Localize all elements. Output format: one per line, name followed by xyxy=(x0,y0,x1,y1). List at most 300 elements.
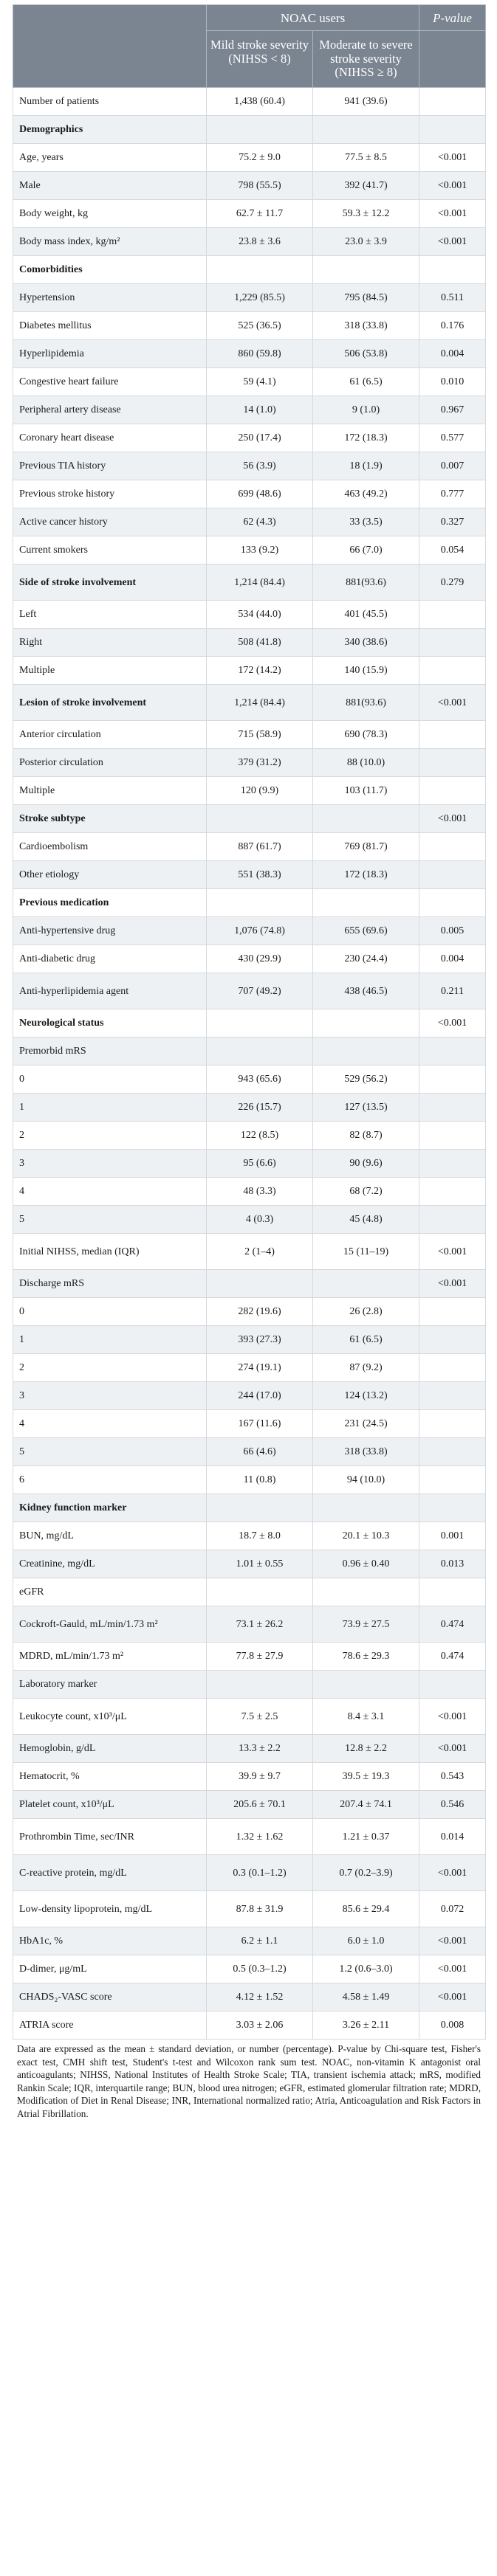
moderate-severe-value: 87 (9.2) xyxy=(313,1354,419,1382)
mild-value: 943 (65.6) xyxy=(207,1066,313,1094)
mild-value xyxy=(207,1578,313,1606)
moderate-severe-value: 318 (33.8) xyxy=(313,1438,419,1466)
row-label: CHADS₂-VASC score xyxy=(13,1983,207,2012)
row-label: Creatinine, mg/dL xyxy=(13,1550,207,1578)
mild-value: 4 (0.3) xyxy=(207,1206,313,1234)
p-value: 0.010 xyxy=(419,368,486,396)
moderate-severe-value xyxy=(313,1009,419,1037)
section-row xyxy=(13,1009,486,1037)
mild-value: 534 (44.0) xyxy=(207,601,313,629)
moderate-severe-value: 231 (24.5) xyxy=(313,1410,419,1438)
moderate-severe-value: 20.1 ± 10.3 xyxy=(313,1522,419,1550)
mild-value: 23.8 ± 3.6 xyxy=(207,228,313,256)
mild-value xyxy=(207,256,313,284)
mild-value: 860 (59.8) xyxy=(207,340,313,368)
table-row xyxy=(13,508,486,536)
row-label: Active cancer history xyxy=(13,508,207,536)
moderate-severe-value: 506 (53.8) xyxy=(313,340,419,368)
row-label: Hematocrit, % xyxy=(13,1763,207,1791)
header-group: NOAC users xyxy=(207,5,419,31)
row-label: 2 xyxy=(13,1354,207,1382)
mild-value: 1.01 ± 0.55 xyxy=(207,1550,313,1578)
moderate-severe-value: 529 (56.2) xyxy=(313,1066,419,1094)
p-value xyxy=(419,777,486,805)
moderate-severe-value: 8.4 ± 3.1 xyxy=(313,1699,419,1735)
mild-value xyxy=(207,1494,313,1522)
row-label: Diabetes mellitus xyxy=(13,312,207,340)
section-row xyxy=(13,256,486,284)
mild-value: 798 (55.5) xyxy=(207,172,313,200)
mild-value: 715 (58.9) xyxy=(207,721,313,749)
row-label: Previous stroke history xyxy=(13,480,207,508)
row-label: 4 xyxy=(13,1178,207,1206)
moderate-severe-value: 68 (7.2) xyxy=(313,1178,419,1206)
row-label: Side of stroke involvement xyxy=(13,564,207,601)
row-label: Posterior circulation xyxy=(13,749,207,777)
mild-value: 226 (15.7) xyxy=(207,1094,313,1122)
row-label: 1 xyxy=(13,1094,207,1122)
p-value: 0.005 xyxy=(419,917,486,945)
moderate-severe-value: 61 (6.5) xyxy=(313,1326,419,1354)
table-row xyxy=(13,1522,486,1550)
mild-value: 887 (61.7) xyxy=(207,833,313,861)
table-row xyxy=(13,721,486,749)
table-row xyxy=(13,1671,486,1699)
row-label: Comorbidities xyxy=(13,256,207,284)
row-label: HbA1c, % xyxy=(13,1927,207,1955)
table-row xyxy=(13,1066,486,1094)
table-row xyxy=(13,172,486,200)
mild-value: 75.2 ± 9.0 xyxy=(207,144,313,172)
mild-value: 13.3 ± 2.2 xyxy=(207,1735,313,1763)
moderate-severe-value: 90 (9.6) xyxy=(313,1150,419,1178)
table-row xyxy=(13,1206,486,1234)
row-label: 4 xyxy=(13,1410,207,1438)
table-row xyxy=(13,2012,486,2040)
table-row xyxy=(13,396,486,424)
row-label: Peripheral artery disease xyxy=(13,396,207,424)
mild-value: 699 (48.6) xyxy=(207,480,313,508)
p-value: <0.001 xyxy=(419,1270,486,1298)
p-value: <0.001 xyxy=(419,1009,486,1037)
row-label: 6 xyxy=(13,1466,207,1494)
mild-value xyxy=(207,1009,313,1037)
mild-value xyxy=(207,889,313,917)
row-label: Prothrombin Time, sec/INR xyxy=(13,1819,207,1855)
moderate-severe-value: 9 (1.0) xyxy=(313,396,419,424)
section-row xyxy=(13,116,486,144)
row-label: Current smokers xyxy=(13,536,207,564)
moderate-severe-value: 61 (6.5) xyxy=(313,368,419,396)
moderate-severe-value: 340 (38.6) xyxy=(313,629,419,657)
p-value xyxy=(419,1494,486,1522)
p-value: 0.474 xyxy=(419,1643,486,1671)
mild-value: 122 (8.5) xyxy=(207,1122,313,1150)
mild-value: 3.03 ± 2.06 xyxy=(207,2012,313,2040)
row-label: Cockroft-Gauld, mL/min/1.73 m² xyxy=(13,1606,207,1643)
table-row xyxy=(13,1122,486,1150)
mild-value: 244 (17.0) xyxy=(207,1382,313,1410)
row-label: Lesion of stroke involvement xyxy=(13,685,207,721)
table-row xyxy=(13,749,486,777)
row-label: 0 xyxy=(13,1066,207,1094)
p-value: 0.054 xyxy=(419,536,486,564)
moderate-severe-value: 23.0 ± 3.9 xyxy=(313,228,419,256)
moderate-severe-value: 1.2 (0.6–3.0) xyxy=(313,1955,419,1983)
moderate-severe-value: 463 (49.2) xyxy=(313,480,419,508)
row-label: 0 xyxy=(13,1298,207,1326)
mild-value: 18.7 ± 8.0 xyxy=(207,1522,313,1550)
table-row xyxy=(13,1955,486,1983)
table-row xyxy=(13,1927,486,1955)
table-row xyxy=(13,1578,486,1606)
mild-value: 205.6 ± 70.1 xyxy=(207,1791,313,1819)
moderate-severe-value: 15 (11–19) xyxy=(313,1234,419,1270)
moderate-severe-value: 140 (15.9) xyxy=(313,657,419,685)
p-value: <0.001 xyxy=(419,172,486,200)
table-row xyxy=(13,1234,486,1270)
row-label: Congestive heart failure xyxy=(13,368,207,396)
moderate-severe-value: 401 (45.5) xyxy=(313,601,419,629)
moderate-severe-value: 655 (69.6) xyxy=(313,917,419,945)
baseline-characteristics-table xyxy=(13,4,486,2040)
mild-value: 14 (1.0) xyxy=(207,396,313,424)
p-value xyxy=(419,1178,486,1206)
table-row xyxy=(13,1438,486,1466)
table-row xyxy=(13,945,486,973)
p-value: 0.543 xyxy=(419,1763,486,1791)
mild-value: 62.7 ± 11.7 xyxy=(207,200,313,228)
mild-value: 77.8 ± 27.9 xyxy=(207,1643,313,1671)
moderate-severe-value: 318 (33.8) xyxy=(313,312,419,340)
table-row xyxy=(13,536,486,564)
row-label: Anti-hypertensive drug xyxy=(13,917,207,945)
p-value xyxy=(419,1410,486,1438)
section-row xyxy=(13,685,486,721)
p-value: 0.001 xyxy=(419,1522,486,1550)
moderate-severe-value: 85.6 ± 29.4 xyxy=(313,1891,419,1927)
row-label: Multiple xyxy=(13,657,207,685)
p-value: <0.001 xyxy=(419,144,486,172)
moderate-severe-value: 73.9 ± 27.5 xyxy=(313,1606,419,1643)
row-label: Body mass index, kg/m² xyxy=(13,228,207,256)
row-label: Initial NIHSS, median (IQR) xyxy=(13,1234,207,1270)
mild-value: 430 (29.9) xyxy=(207,945,313,973)
mild-value xyxy=(207,805,313,833)
p-value: 0.004 xyxy=(419,340,486,368)
row-label: Body weight, kg xyxy=(13,200,207,228)
moderate-severe-value: 124 (13.2) xyxy=(313,1382,419,1410)
moderate-severe-value: 0.96 ± 0.40 xyxy=(313,1550,419,1578)
table-row xyxy=(13,284,486,312)
mild-value xyxy=(207,1270,313,1298)
moderate-severe-value: 795 (84.5) xyxy=(313,284,419,312)
header-mild: Mild stroke severity (NIHSS < 8) xyxy=(207,30,313,88)
table-row xyxy=(13,312,486,340)
p-value xyxy=(419,629,486,657)
table-row xyxy=(13,1298,486,1326)
mild-value: 167 (11.6) xyxy=(207,1410,313,1438)
mild-value: 87.8 ± 31.9 xyxy=(207,1891,313,1927)
row-label: D-dimer, μg/mL xyxy=(13,1955,207,1983)
moderate-severe-value xyxy=(313,1671,419,1699)
p-value xyxy=(419,1438,486,1466)
mild-value: 48 (3.3) xyxy=(207,1178,313,1206)
header-pvalue: P-value xyxy=(419,5,486,31)
moderate-severe-value: 82 (8.7) xyxy=(313,1122,419,1150)
table-row xyxy=(13,1326,486,1354)
p-value xyxy=(419,1466,486,1494)
row-label: Discharge mRS xyxy=(13,1270,207,1298)
mild-value: 39.9 ± 9.7 xyxy=(207,1763,313,1791)
moderate-severe-value: 127 (13.5) xyxy=(313,1094,419,1122)
moderate-severe-value: 3.26 ± 2.11 xyxy=(313,2012,419,2040)
p-value xyxy=(419,861,486,889)
row-label: 5 xyxy=(13,1206,207,1234)
row-label: Kidney function marker xyxy=(13,1494,207,1522)
moderate-severe-value: 103 (11.7) xyxy=(313,777,419,805)
p-value: <0.001 xyxy=(419,1735,486,1763)
row-label: Age, years xyxy=(13,144,207,172)
table-row xyxy=(13,144,486,172)
p-value xyxy=(419,601,486,629)
table-body xyxy=(13,88,486,2040)
row-label: Coronary heart disease xyxy=(13,424,207,452)
p-value: 0.279 xyxy=(419,564,486,601)
moderate-severe-value: 77.5 ± 8.5 xyxy=(313,144,419,172)
moderate-severe-value: 172 (18.3) xyxy=(313,424,419,452)
row-label: Low-density lipoprotein, mg/dL xyxy=(13,1891,207,1927)
table-header xyxy=(13,5,486,88)
row-label: Hypertension xyxy=(13,284,207,312)
mild-value: 707 (49.2) xyxy=(207,973,313,1009)
p-value xyxy=(419,1122,486,1150)
table-footnote: Data are expressed as the mean ± standard deviation, or number (percentage). P-value by Chi-square test, Fisher's exact test, CMH shift test, Student's t-test and Wilcoxon rank sum test. NOAC, non-vitamin K antagonist oral anticoagulants; NIHSS, National Institutes of Health Stroke Scale; TIA, transient ischemia attack; mRS, modified Rankin Scale; IQR, interquartile range; BUN, blood urea nitrogen; eGFR, estimated glomerular filtration rate; MDRD, Modification of Diet in Renal Disease; INR, International normalized ratio; Atria, Anticoagulation and Risk Factors in Atrial Fibrillation. xyxy=(17,2043,481,2119)
p-value: <0.001 xyxy=(419,1234,486,1270)
table-row xyxy=(13,1466,486,1494)
mild-value: 525 (36.5) xyxy=(207,312,313,340)
row-label: Anti-hyperlipidemia agent xyxy=(13,973,207,1009)
moderate-severe-value xyxy=(313,116,419,144)
p-value xyxy=(419,1671,486,1699)
moderate-severe-value: 18 (1.9) xyxy=(313,452,419,480)
row-label: BUN, mg/dL xyxy=(13,1522,207,1550)
p-value: 0.014 xyxy=(419,1819,486,1855)
row-label: Previous medication xyxy=(13,889,207,917)
table-row xyxy=(13,1410,486,1438)
moderate-severe-value xyxy=(313,889,419,917)
moderate-severe-value: 12.8 ± 2.2 xyxy=(313,1735,419,1763)
moderate-severe-value xyxy=(313,1578,419,1606)
row-label: MDRD, mL/min/1.73 m² xyxy=(13,1643,207,1671)
p-value xyxy=(419,1066,486,1094)
moderate-severe-value: 172 (18.3) xyxy=(313,861,419,889)
mild-value: 250 (17.4) xyxy=(207,424,313,452)
p-value: 0.176 xyxy=(419,312,486,340)
row-label: Anterior circulation xyxy=(13,721,207,749)
moderate-severe-value: 4.58 ± 1.49 xyxy=(313,1983,419,2012)
p-value: <0.001 xyxy=(419,1983,486,2012)
mild-value: 1,214 (84.4) xyxy=(207,685,313,721)
table-row xyxy=(13,340,486,368)
table-row xyxy=(13,1855,486,1891)
table-row xyxy=(13,833,486,861)
p-value xyxy=(419,1326,486,1354)
row-label: eGFR xyxy=(13,1578,207,1606)
p-value: <0.001 xyxy=(419,1955,486,1983)
mild-value: 1,229 (85.5) xyxy=(207,284,313,312)
mild-value: 133 (9.2) xyxy=(207,536,313,564)
mild-value: 551 (38.3) xyxy=(207,861,313,889)
moderate-severe-value: 392 (41.7) xyxy=(313,172,419,200)
row-label: Stroke subtype xyxy=(13,805,207,833)
mild-value: 62 (4.3) xyxy=(207,508,313,536)
table-row xyxy=(13,1550,486,1578)
p-value xyxy=(419,1354,486,1382)
table-row xyxy=(13,1037,486,1066)
row-label: Multiple xyxy=(13,777,207,805)
row-label: 1 xyxy=(13,1326,207,1354)
row-label: Male xyxy=(13,172,207,200)
mild-value: 6.2 ± 1.1 xyxy=(207,1927,313,1955)
table-row xyxy=(13,200,486,228)
row-label: Cardioembolism xyxy=(13,833,207,861)
mild-value: 4.12 ± 1.52 xyxy=(207,1983,313,2012)
table-row xyxy=(13,1983,486,2012)
table-row xyxy=(13,657,486,685)
moderate-severe-value: 0.7 (0.2–3.9) xyxy=(313,1855,419,1891)
moderate-severe-value: 769 (81.7) xyxy=(313,833,419,861)
table-row xyxy=(13,1735,486,1763)
mild-value: 1,438 (60.4) xyxy=(207,88,313,116)
moderate-severe-value: 88 (10.0) xyxy=(313,749,419,777)
moderate-severe-value: 207.4 ± 74.1 xyxy=(313,1791,419,1819)
table-row xyxy=(13,1699,486,1735)
header-moderate-severe: Moderate to severe stroke severity (NIHSS ≥ 8) xyxy=(313,30,419,88)
moderate-severe-value xyxy=(313,805,419,833)
moderate-severe-value: 438 (46.5) xyxy=(313,973,419,1009)
p-value: <0.001 xyxy=(419,805,486,833)
table-row xyxy=(13,1178,486,1206)
header-blank-cell xyxy=(13,5,207,88)
moderate-severe-value: 6.0 ± 1.0 xyxy=(313,1927,419,1955)
moderate-severe-value: 230 (24.4) xyxy=(313,945,419,973)
moderate-severe-value xyxy=(313,1270,419,1298)
row-label: Number of patients xyxy=(13,88,207,116)
p-value: 0.546 xyxy=(419,1791,486,1819)
table-row xyxy=(13,973,486,1009)
row-label: Premorbid mRS xyxy=(13,1037,207,1066)
p-value: 0.327 xyxy=(419,508,486,536)
moderate-severe-value: 78.6 ± 29.3 xyxy=(313,1643,419,1671)
mild-value: 11 (0.8) xyxy=(207,1466,313,1494)
p-value xyxy=(419,657,486,685)
section-row xyxy=(13,889,486,917)
p-value xyxy=(419,1150,486,1178)
mild-value: 66 (4.6) xyxy=(207,1438,313,1466)
table-row xyxy=(13,601,486,629)
table-row xyxy=(13,1094,486,1122)
moderate-severe-value: 881(93.6) xyxy=(313,564,419,601)
row-label: Platelet count, x10³/μL xyxy=(13,1791,207,1819)
table-row xyxy=(13,452,486,480)
mild-value: 1,076 (74.8) xyxy=(207,917,313,945)
row-label: 3 xyxy=(13,1382,207,1410)
moderate-severe-value: 39.5 ± 19.3 xyxy=(313,1763,419,1791)
p-value: 0.008 xyxy=(419,2012,486,2040)
p-value: 0.577 xyxy=(419,424,486,452)
section-row xyxy=(13,564,486,601)
moderate-severe-value xyxy=(313,1037,419,1066)
mild-value: 59 (4.1) xyxy=(207,368,313,396)
p-value xyxy=(419,1037,486,1066)
row-label: 5 xyxy=(13,1438,207,1466)
row-label: Left xyxy=(13,601,207,629)
mild-value: 1.32 ± 1.62 xyxy=(207,1819,313,1855)
p-value xyxy=(419,749,486,777)
p-value: 0.004 xyxy=(419,945,486,973)
table-row xyxy=(13,629,486,657)
mild-value: 2 (1–4) xyxy=(207,1234,313,1270)
p-value xyxy=(419,256,486,284)
moderate-severe-value: 26 (2.8) xyxy=(313,1298,419,1326)
row-label: 3 xyxy=(13,1150,207,1178)
p-value xyxy=(419,116,486,144)
mild-value: 393 (27.3) xyxy=(207,1326,313,1354)
p-value xyxy=(419,1578,486,1606)
p-value: <0.001 xyxy=(419,1699,486,1735)
p-value xyxy=(419,1298,486,1326)
mild-value: 73.1 ± 26.2 xyxy=(207,1606,313,1643)
table-row xyxy=(13,1791,486,1819)
p-value: 0.007 xyxy=(419,452,486,480)
table-row xyxy=(13,1763,486,1791)
mild-value: 0.5 (0.3–1.2) xyxy=(207,1955,313,1983)
p-value: 0.474 xyxy=(419,1606,486,1643)
table-row xyxy=(13,1382,486,1410)
p-value xyxy=(419,889,486,917)
mild-value: 56 (3.9) xyxy=(207,452,313,480)
table-row xyxy=(13,368,486,396)
p-value: 0.211 xyxy=(419,973,486,1009)
row-label: Anti-diabetic drug xyxy=(13,945,207,973)
row-label: Other etiology xyxy=(13,861,207,889)
mild-value: 120 (9.9) xyxy=(207,777,313,805)
mild-value: 95 (6.6) xyxy=(207,1150,313,1178)
table-row xyxy=(13,1643,486,1671)
row-label: Hemoglobin, g/dL xyxy=(13,1735,207,1763)
p-value: 0.013 xyxy=(419,1550,486,1578)
p-value xyxy=(419,833,486,861)
moderate-severe-value xyxy=(313,256,419,284)
mild-value: 1,214 (84.4) xyxy=(207,564,313,601)
p-value xyxy=(419,1206,486,1234)
row-label: Right xyxy=(13,629,207,657)
p-value: <0.001 xyxy=(419,1927,486,1955)
header-pvalue-blank xyxy=(419,30,486,88)
p-value: 0.777 xyxy=(419,480,486,508)
section-row xyxy=(13,805,486,833)
p-value: <0.001 xyxy=(419,1855,486,1891)
p-value: 0.967 xyxy=(419,396,486,424)
mild-value: 172 (14.2) xyxy=(207,657,313,685)
mild-value: 379 (31.2) xyxy=(207,749,313,777)
table-row xyxy=(13,1150,486,1178)
p-value xyxy=(419,721,486,749)
p-value: <0.001 xyxy=(419,228,486,256)
moderate-severe-value: 881(93.6) xyxy=(313,685,419,721)
moderate-severe-value: 690 (78.3) xyxy=(313,721,419,749)
